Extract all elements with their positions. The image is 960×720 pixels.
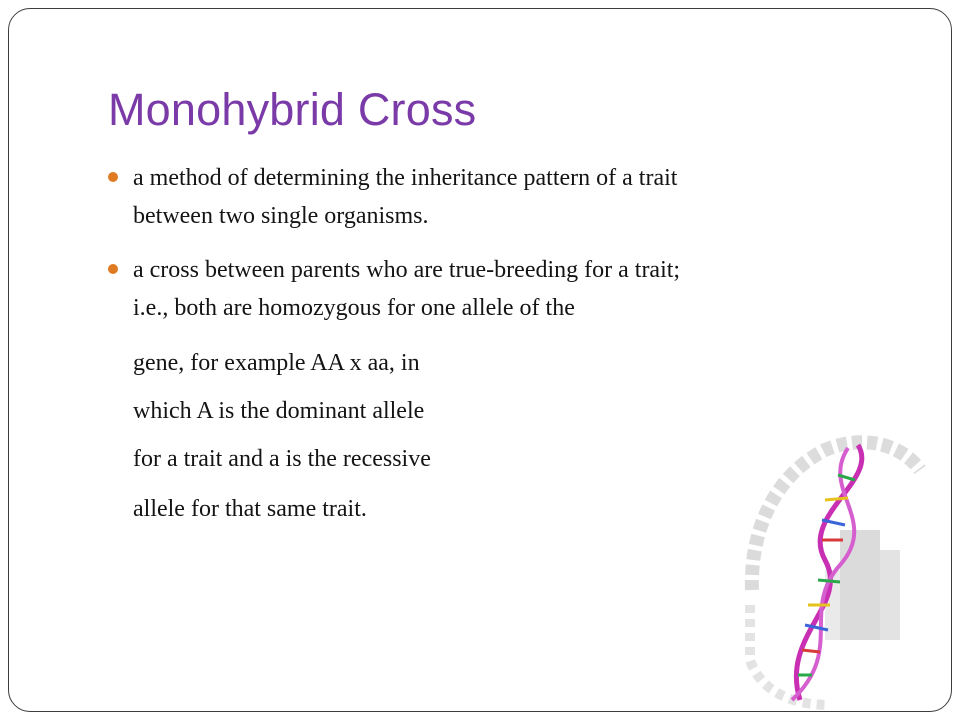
bullet-marker [108,264,118,274]
bullet-marker [108,172,118,182]
bullet-1-line-2: between two single organisms. [133,203,429,229]
dna-helix-image [730,420,930,710]
continuation-line-1: gene, for example AA x aa, in [133,350,420,376]
bullet-2-line-2: i.e., both are homozygous for one allele of the [133,295,575,321]
continuation-line-3: for a trait and a is the recessive [133,446,431,472]
continuation-line-2: which A is the dominant allele [133,398,425,424]
bullet-1-line-1: a method of determining the inheritance pattern of a trait [133,165,678,191]
continuation-line-4: allele for that same trait. [133,496,367,522]
slide-title: Monohybrid Cross [108,84,477,135]
bullet-2-line-1: a cross between parents who are true-breeding for a trait; [133,257,681,283]
